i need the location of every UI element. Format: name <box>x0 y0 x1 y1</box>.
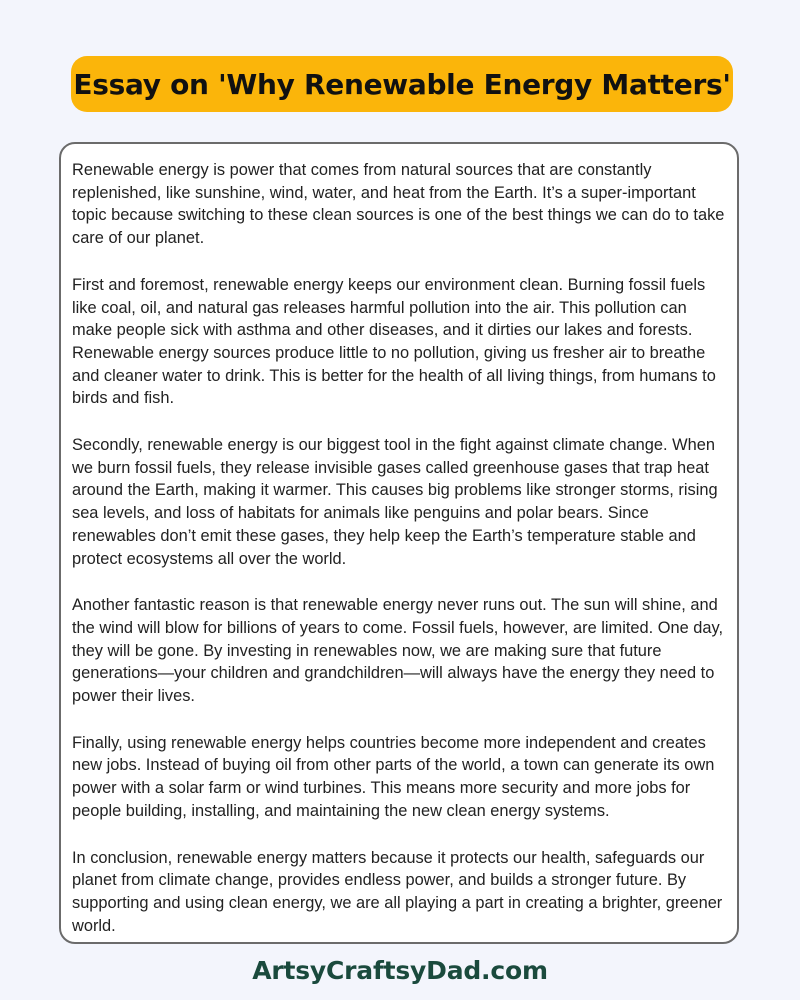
essay-paragraph-climate: Secondly, renewable energy is our biggest tool in the fight against climate change. When we burn fossil fuels, they release invisible gases called greenhouse gases that trap heat around the Earth, making it warmer. This causes big problems like stronger storms, rising sea levels, and loss of habitats for animals like penguins and polar bears. Since renewables don’t emit these gases, they help keep the Earth’s temperature stable and protect ecosystems all over the world. <box>72 436 718 568</box>
essay-paragraph-jobs: Finally, using renewable energy helps countries become more independent and creates new jobs. Instead of buying oil from other parts of the world, a town can generate its own power with a solar farm or wind turbines. This means more security and more jobs for people building, installing, and maintaining the new clean energy systems. <box>72 733 715 820</box>
essay-paragraph-conclusion: In conclusion, renewable energy matters because it protects our health, safeguards our planet from climate change, provides endless power, and builds a stronger future. By supporting and using clean energy, we are all playing a part in creating a brighter, greener world. <box>72 848 723 935</box>
essay-paragraph-intro: Renewable energy is power that comes from natural sources that are constantly replenished, like sunshine, wind, water, and heat from the Earth. It’s a super-important topic because switching to these clean sources is one of the best things we can do to take care of our planet. <box>72 161 725 248</box>
essay-paragraph-environment: First and foremost, renewable energy keeps our environment clean. Burning fossil fuels like coal, oil, and natural gas releases harmful pollution into the air. This pollution can make people sick with asthma and other diseases, and it dirties our lakes and forests. Renewable energy sources produce little to no pollution, giving us fresher air to breathe and cleaner water to drink. This is better for the health of all living things, from humans to birds and fish. <box>72 275 716 408</box>
title-banner <box>71 56 733 112</box>
footer-brand: ArtsyCraftsyDad.com <box>252 956 548 985</box>
page-title: Essay on 'Why Renewable Energy Matters' <box>73 67 731 101</box>
essay-paragraph-endless: Another fantastic reason is that renewable energy never runs out. The sun will shine, and the wind will blow for billions of years to come. Fossil fuels, however, are limited. One day, they will be gone. By investing in renewables now, we are making sure that future generations—your children and grandchildren—will always have the energy they need to power their lives. <box>72 596 724 706</box>
essay-card <box>59 142 739 944</box>
